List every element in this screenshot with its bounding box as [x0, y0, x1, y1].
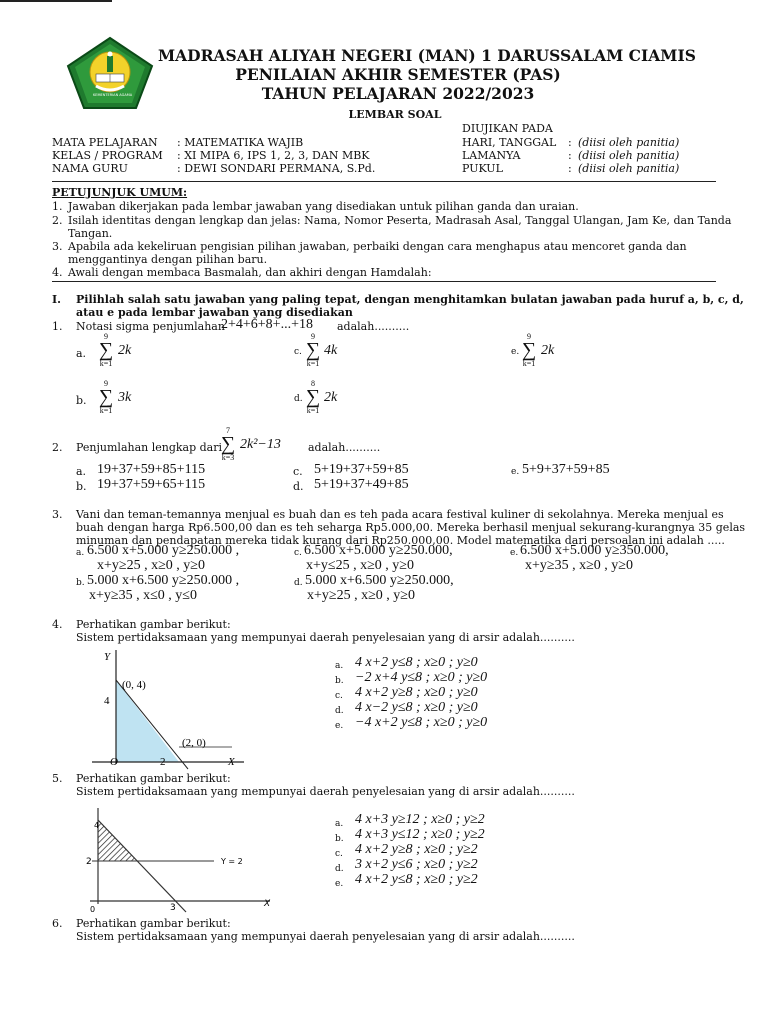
info-label-class: KELAS / PROGRAM — [52, 149, 163, 162]
question-stem-tail: adalah.......... — [337, 320, 410, 333]
question-number: 5. — [52, 772, 63, 785]
info-value-duration: (diisi oleh panitia) — [578, 149, 680, 162]
option-expr: 2k — [541, 343, 555, 358]
y-tick-label: 4 — [94, 821, 100, 830]
instruction-text: Awali dengan membaca Basmalah, dan akhiri dengan Hamdalah: — [68, 266, 432, 279]
school-name: MADRASAH ALIYAH NEGERI (MAN) 1 DARUSSALAM CIAMIS — [158, 46, 696, 65]
instruction-text: Tangan. — [68, 227, 113, 240]
sigma-notation: 8 ∑ k=1 — [305, 379, 321, 415]
info-value-subject: : MATEMATIKA WAJIB — [177, 136, 304, 149]
option-expr: 5+19+37+49+85 — [314, 477, 409, 492]
sigma-notation: 9 ∑ k=1 — [521, 332, 537, 368]
instruction-text: Jawaban dikerjakan pada lembar jawaban yang disediakan untuk pilihan ganda dan uraian. — [68, 200, 579, 213]
instruction-num: 4. — [52, 266, 63, 279]
option-expr: 19+37+59+65+115 — [97, 477, 206, 492]
instruction-text: Apabila ada kekeliruan pengisian pilihan jawaban, perbaiki dengan cara menghapus atau mencoret ganda dan — [68, 240, 687, 253]
option-expr: 4 x+2 y≤8 ; x≥0 ; y≥2 — [355, 872, 478, 887]
option-letter: a. — [76, 347, 87, 360]
section-instruction: atau e pada lembar jawaban yang disediakan — [76, 306, 353, 319]
option-expr: 6.500 x+5.000 y≥250.000 , — [87, 543, 240, 558]
info-label-date: HARI, TANGGAL — [462, 136, 557, 149]
question-text: Perhatikan gambar berikut: — [76, 917, 231, 930]
option-letter: e. — [511, 347, 520, 357]
instruction-num: 1. — [52, 200, 63, 213]
option-expr: 6.500 x+5.000 y≥250.000, — [304, 543, 453, 558]
option-letter: d. — [293, 480, 304, 493]
x-axis-label: X — [228, 756, 235, 768]
option-letter: c. — [294, 548, 302, 558]
y-tick-label: 4 — [104, 695, 110, 707]
info-colon-time: : — [568, 162, 572, 175]
option-letter: b. — [76, 480, 87, 493]
question-text: Vani dan teman-temannya menjual es buah dan es teh pada acara festival kuliner di sekolahnya. Mereka menjual es — [76, 508, 724, 521]
option-expr: −4 x+2 y≤8 ; x≥0 ; y≥0 — [355, 715, 488, 730]
question-text: Sistem pertidaksamaan yang mempunyai daerah penyelesaian yang di arsir adalah.......... — [76, 930, 575, 943]
question-text: Perhatikan gambar berikut: — [76, 618, 231, 631]
instructions-title: PETUJUNJUK UMUM: — [52, 186, 188, 199]
option-letter: c. — [335, 849, 343, 859]
info-label-teacher: NAMA GURU — [52, 162, 128, 175]
question-text: Sistem pertidaksamaan yang mempunyai daerah penyelesaian yang di arsir adalah.......... — [76, 631, 575, 644]
info-value-teacher: : DEWI SONDARI PERMANA, S.Pd. — [177, 162, 376, 175]
option-letter: a. — [76, 548, 85, 558]
option-letter: b. — [76, 394, 87, 407]
y-tick-label: 2 — [86, 857, 92, 867]
x-tick-label: 2 — [160, 756, 166, 768]
option-expr: 4k — [324, 343, 338, 358]
option-letter: c. — [294, 347, 302, 357]
section-instruction: Pilihlah salah satu jawaban yang paling tepat, dengan menghitamkan bulatan jawaban pada huruf a, b, c, d, — [76, 293, 744, 306]
option-letter: e. — [335, 879, 344, 889]
sigma-notation: 7 ∑ k=3 — [220, 426, 236, 462]
question-text: Perhatikan gambar berikut: — [76, 772, 231, 785]
option-expr: 5+19+37+59+85 — [314, 462, 409, 477]
option-expr: x+y≥25 , x≥0 , y≥0 — [307, 588, 415, 603]
option-letter: a. — [335, 819, 344, 829]
question-text: buah dengan harga Rp6.500,00 dan es teh seharga Rp5.000,00. Mereka berhasil menjual sekurang-kurangnya 35 gelas — [76, 521, 746, 534]
instruction-num: 2. — [52, 214, 63, 227]
origin-label: 0 — [90, 905, 96, 914]
option-letter: c. — [293, 465, 303, 478]
y-axis-label: Y — [104, 651, 111, 663]
info-label-time: PUKUL — [462, 162, 503, 175]
info-label-duration: LAMANYA — [462, 149, 521, 162]
option-expr: 19+37+59+85+115 — [97, 462, 206, 477]
option-expr: 2k — [324, 390, 338, 405]
graph-q5 — [84, 806, 278, 914]
x-tick-label: 3 — [170, 903, 176, 913]
info-right-title: DIUJIKAN PADA — [462, 122, 553, 135]
instruction-text: menggantinya dengan pilihan baru. — [68, 253, 268, 266]
option-expr: 5+9+37+59+85 — [522, 462, 610, 477]
option-expr: 4 x+3 y≤12 ; x≥0 ; y≥2 — [355, 827, 485, 842]
option-expr: 5.000 x+6.500 y≥250.000 , — [87, 573, 240, 588]
question-number: 4. — [52, 618, 63, 631]
section-number: I. — [52, 293, 61, 306]
sheet-title: LEMBAR SOAL — [348, 108, 442, 121]
option-letter: b. — [76, 578, 85, 588]
info-value-date: (diisi oleh panitia) — [578, 136, 680, 149]
boundary-line — [98, 820, 186, 912]
option-letter: d. — [294, 394, 303, 404]
option-letter: b. — [335, 676, 344, 686]
info-colon-duration: : — [568, 149, 572, 162]
option-letter: e. — [511, 467, 520, 477]
option-expr: x+y≥35 , x≤0 , y≤0 — [89, 588, 197, 603]
option-expr: 5.000 x+6.500 y≥250.000, — [305, 573, 454, 588]
logo-caption: KEMENTERIAN AGAMA — [93, 93, 133, 97]
option-expr: 2k — [118, 343, 132, 358]
x-axis-label: X — [264, 899, 271, 909]
option-letter: e. — [510, 548, 519, 558]
question-text: minuman dan pendapatan mereka tidak kurang dari Rp250.000,00. Model matematika dari persoalan ini adalah ..... — [76, 534, 725, 547]
info-value-time: (diisi oleh panitia) — [578, 162, 680, 175]
exam-name: PENILAIAN AKHIR SEMESTER (PAS) — [235, 65, 561, 84]
question-number: 6. — [52, 917, 63, 930]
line-label: Y = 2 — [221, 857, 243, 866]
sigma-notation: 9 ∑ k=1 — [305, 332, 321, 368]
academic-year: TAHUN PELAJARAN 2022/2023 — [261, 84, 535, 103]
question-math: 2+4+6+8+...+18 — [221, 317, 313, 332]
question-number: 3. — [52, 508, 63, 521]
info-label-subject: MATA PELAJARAN — [52, 136, 158, 149]
option-expr: 4 x+3 y≥12 ; x≥0 ; y≥2 — [355, 812, 485, 827]
question-math: 2k²−13 — [240, 437, 281, 452]
question-stem-tail: adalah.......... — [308, 441, 381, 454]
question-stem: Penjumlahan lengkap dari — [76, 441, 223, 454]
divider — [52, 281, 716, 282]
option-letter: c. — [335, 691, 343, 701]
option-letter: d. — [335, 706, 344, 716]
origin-label: O — [110, 756, 118, 768]
option-letter: a. — [76, 465, 87, 478]
option-expr: 4 x+2 y≥8 ; x≥0 ; y≥2 — [355, 842, 478, 857]
instruction-num: 3. — [52, 240, 63, 253]
option-expr: 3k — [118, 390, 132, 405]
question-stem: Notasi sigma penjumlahan — [76, 320, 225, 333]
kemenag-logo — [66, 36, 154, 110]
point-label: (2, 0) — [182, 737, 206, 749]
option-letter: d. — [335, 864, 344, 874]
point-label: (0, 4) — [122, 679, 146, 691]
info-colon-date: : — [568, 136, 572, 149]
option-expr: 3 x+2 y≤6 ; x≥0 ; y≥2 — [355, 857, 478, 872]
graph-q4 — [84, 644, 254, 770]
option-expr: −2 x+4 y≤8 ; x≥0 ; y≥0 — [355, 670, 488, 685]
option-expr: 4 x+2 y≤8 ; x≥0 ; y≥0 — [355, 655, 478, 670]
question-number: 2. — [52, 441, 63, 454]
question-number: 1. — [52, 320, 63, 333]
option-letter: b. — [335, 834, 344, 844]
info-value-class: : XI MIPA 6, IPS 1, 2, 3, DAN MBK — [177, 149, 370, 162]
divider — [52, 181, 716, 182]
option-expr: x+y≥35 , x≥0 , y≥0 — [525, 558, 633, 573]
instruction-text: Isilah identitas dengan lengkap dan jelas: Nama, Nomor Peserta, Madrasah Asal, Tanggal Ulangan, Jam Ke, dan Tanda — [68, 214, 732, 227]
option-letter: d. — [294, 578, 303, 588]
option-expr: x+y≥25 , x≥0 , y≥0 — [97, 558, 205, 573]
option-expr: 4 x+2 y≥8 ; x≥0 ; y≥0 — [355, 685, 478, 700]
option-letter: a. — [335, 661, 344, 671]
top-corner-line — [0, 0, 112, 2]
option-expr: x+y≤25 , x≥0 , y≥0 — [306, 558, 414, 573]
sigma-notation: 9 ∑ k=1 — [98, 379, 114, 415]
option-expr: 6.500 x+5.000 y≥350.000, — [520, 543, 669, 558]
option-expr: 4 x−2 y≤8 ; x≥0 ; y≥0 — [355, 700, 478, 715]
option-letter: e. — [335, 721, 344, 731]
question-text: Sistem pertidaksamaan yang mempunyai daerah penyelesaian yang di arsir adalah.......... — [76, 785, 575, 798]
sigma-notation: 9 ∑ k=1 — [98, 332, 114, 368]
